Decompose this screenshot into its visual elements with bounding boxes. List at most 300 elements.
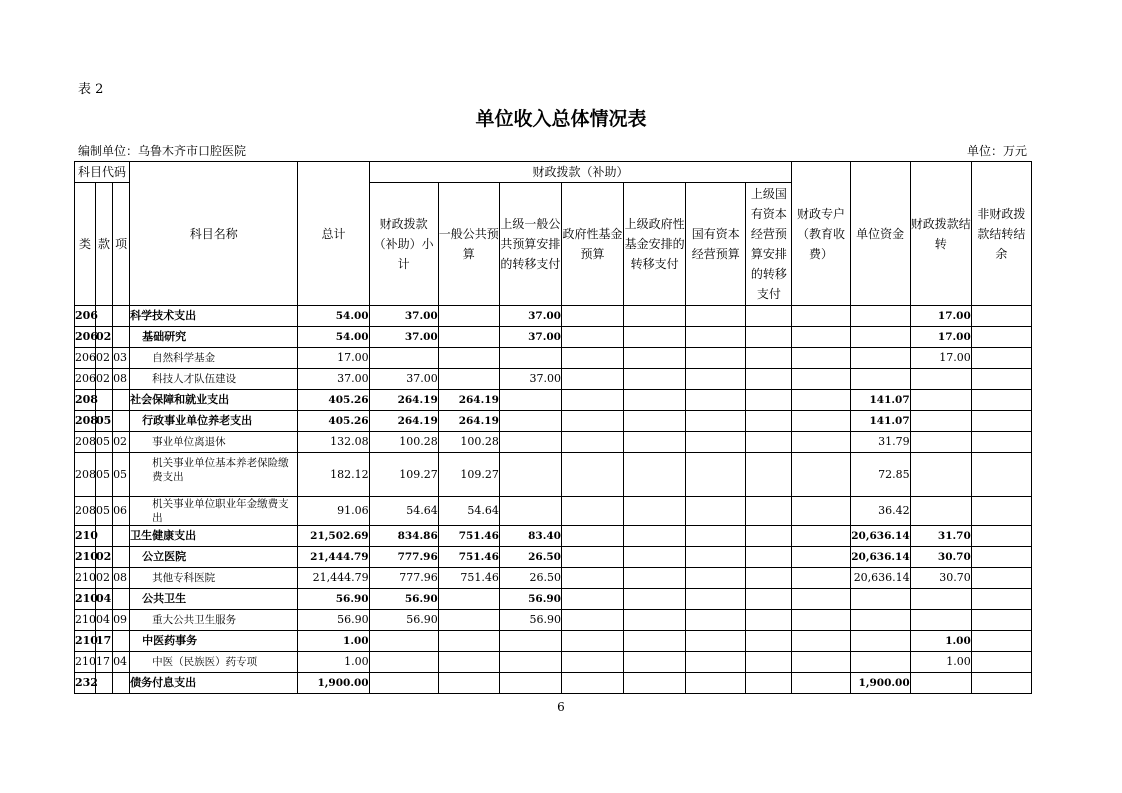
cell-upper-gov-fund [624,589,686,610]
cell-upper-general [499,497,561,526]
cell-xiang [113,390,130,411]
cell-upper-gov-fund [624,369,686,390]
cell-subject-name: 其他专科医院 [130,568,298,589]
cell-xiang [113,631,130,652]
cell-lei: 206 [75,306,96,327]
cell-total: 1.00 [298,652,369,673]
cell-state-capital [686,547,746,568]
cell-upper-gov-fund [624,306,686,327]
cell-lei: 206 [75,348,96,369]
cell-general-public: 751.46 [438,547,499,568]
cell-upper-general: 37.00 [499,306,561,327]
income-summary-table [74,161,1032,694]
cell-fiscal-subtotal: 37.00 [369,327,438,348]
upper-general-header: 上级一般公共预算安排的转移支付 [499,183,561,306]
table-row [75,327,1032,348]
cell-subject-name: 事业单位离退休 [130,432,298,453]
table-row [75,547,1032,568]
cell-xiang: 03 [113,348,130,369]
cell-fiscal-carryover [910,453,971,497]
cell-general-public [438,589,499,610]
cell-kuan [96,306,113,327]
cell-total: 56.90 [298,610,369,631]
cell-total: 54.00 [298,306,369,327]
cell-kuan: 05 [96,453,113,497]
cell-special-account [792,327,850,348]
cell-fiscal-subtotal: 109.27 [369,453,438,497]
cell-nonfiscal-carryover [971,610,1031,631]
cell-total: 91.06 [298,497,369,526]
currency-unit: 单位：万元 [966,144,1027,158]
unit-funds-header: 单位资金 [850,162,910,306]
cell-total: 1,900.00 [298,673,369,694]
cell-fiscal-carryover: 17.00 [910,306,971,327]
cell-special-account [792,432,850,453]
cell-nonfiscal-carryover [971,369,1031,390]
cell-state-capital [686,526,746,547]
cell-upper-state-capital [746,568,792,589]
cell-lei: 232 [75,673,96,694]
cell-special-account [792,453,850,497]
cell-upper-gov-fund [624,432,686,453]
cell-general-public [438,369,499,390]
cell-fiscal-subtotal: 56.90 [369,589,438,610]
cell-subject-name: 机关事业单位基本养老保险缴费支出 [130,453,298,497]
cell-subject-name: 科学技术支出 [130,306,298,327]
cell-upper-state-capital [746,547,792,568]
cell-upper-gov-fund [624,453,686,497]
cell-upper-gov-fund [624,411,686,432]
cell-upper-state-capital [746,610,792,631]
cell-fiscal-carryover: 30.70 [910,547,971,568]
cell-upper-general: 56.90 [499,589,561,610]
cell-total: 21,444.79 [298,568,369,589]
cell-xiang: 08 [113,568,130,589]
cell-upper-state-capital [746,327,792,348]
cell-general-public: 109.27 [438,453,499,497]
cell-fiscal-subtotal: 37.00 [369,369,438,390]
upper-state-capital-header: 上级国有资本经营预算安排的转移支付 [746,183,792,306]
cell-general-public: 264.19 [438,390,499,411]
cell-upper-general: 26.50 [499,547,561,568]
cell-fiscal-carryover: 17.00 [910,348,971,369]
cell-subject-name: 自然科学基金 [130,348,298,369]
cell-general-public: 751.46 [438,568,499,589]
table-row [75,673,1032,694]
cell-gov-fund [562,327,624,348]
cell-upper-general [499,390,561,411]
cell-upper-gov-fund [624,568,686,589]
cell-nonfiscal-carryover [971,327,1031,348]
cell-upper-state-capital [746,306,792,327]
cell-state-capital [686,673,746,694]
cell-upper-gov-fund [624,526,686,547]
cell-upper-general: 37.00 [499,327,561,348]
cell-upper-gov-fund [624,610,686,631]
table-row [75,526,1032,547]
cell-unit-funds: 20,636.14 [850,547,910,568]
cell-nonfiscal-carryover [971,348,1031,369]
cell-upper-state-capital [746,526,792,547]
cell-fiscal-carryover [910,589,971,610]
cell-upper-gov-fund [624,390,686,411]
cell-special-account [792,568,850,589]
cell-subject-name: 卫生健康支出 [130,526,298,547]
cell-fiscal-subtotal [369,348,438,369]
cell-upper-state-capital [746,411,792,432]
cell-kuan: 05 [96,432,113,453]
cell-lei: 210 [75,652,96,673]
cell-upper-gov-fund [624,673,686,694]
cell-total: 21,502.69 [298,526,369,547]
cell-upper-gov-fund [624,652,686,673]
fiscal-group-header: 财政拨款（补助） [369,162,792,183]
cell-kuan: 04 [96,589,113,610]
cell-xiang [113,306,130,327]
table-row [75,652,1032,673]
cell-xiang [113,526,130,547]
cell-special-account [792,348,850,369]
cell-xiang [113,547,130,568]
cell-kuan: 02 [96,369,113,390]
cell-unit-funds [850,327,910,348]
cell-kuan: 17 [96,631,113,652]
cell-total: 405.26 [298,390,369,411]
cell-subject-name: 公共卫生 [130,589,298,610]
cell-nonfiscal-carryover [971,453,1031,497]
cell-xiang [113,327,130,348]
cell-total: 37.00 [298,369,369,390]
cell-state-capital [686,369,746,390]
cell-upper-state-capital [746,453,792,497]
cell-general-public [438,610,499,631]
cell-unit-funds: 141.07 [850,390,910,411]
cell-upper-general [499,673,561,694]
cell-state-capital [686,589,746,610]
cell-upper-state-capital [746,631,792,652]
cell-unit-funds [850,348,910,369]
cell-subject-name: 债务付息支出 [130,673,298,694]
cell-general-public: 264.19 [438,411,499,432]
cell-unit-funds [850,589,910,610]
cell-upper-gov-fund [624,497,686,526]
nonfiscal-carryover-header: 非财政拨款结转结余 [971,162,1031,306]
cell-special-account [792,652,850,673]
cell-upper-general: 26.50 [499,568,561,589]
table-number: 表 2 [78,82,104,97]
cell-state-capital [686,610,746,631]
cell-gov-fund [562,673,624,694]
cell-unit-funds [850,631,910,652]
cell-upper-general [499,652,561,673]
cell-fiscal-subtotal: 777.96 [369,568,438,589]
cell-fiscal-subtotal: 100.28 [369,432,438,453]
cell-general-public [438,306,499,327]
table-row [75,432,1032,453]
cell-gov-fund [562,432,624,453]
cell-kuan: 02 [96,348,113,369]
cell-fiscal-carryover [910,673,971,694]
cell-unit-funds: 20,636.14 [850,568,910,589]
cell-state-capital [686,568,746,589]
cell-gov-fund [562,631,624,652]
cell-gov-fund [562,306,624,327]
page-number: 6 [557,700,565,714]
cell-fiscal-subtotal: 54.64 [369,497,438,526]
cell-lei: 206 [75,369,96,390]
cell-unit-funds [850,610,910,631]
cell-xiang: 06 [113,497,130,526]
cell-nonfiscal-carryover [971,631,1031,652]
cell-kuan: 02 [96,547,113,568]
cell-total: 54.00 [298,327,369,348]
cell-total: 21,444.79 [298,547,369,568]
cell-fiscal-subtotal [369,631,438,652]
cell-total: 1.00 [298,631,369,652]
cell-special-account [792,589,850,610]
cell-gov-fund [562,547,624,568]
cell-fiscal-carryover: 31.70 [910,526,971,547]
upper-gov-fund-header: 上级政府性基金安排的转移支付 [624,183,686,306]
cell-fiscal-carryover [910,610,971,631]
cell-xiang: 02 [113,432,130,453]
cell-gov-fund [562,526,624,547]
cell-nonfiscal-carryover [971,568,1031,589]
cell-general-public [438,652,499,673]
table-row [75,589,1032,610]
cell-special-account [792,547,850,568]
cell-general-public: 54.64 [438,497,499,526]
cell-upper-general: 56.90 [499,610,561,631]
cell-upper-gov-fund [624,327,686,348]
cell-state-capital [686,432,746,453]
cell-fiscal-subtotal: 834.86 [369,526,438,547]
cell-unit-funds [850,306,910,327]
cell-upper-gov-fund [624,631,686,652]
cell-unit-funds: 1,900.00 [850,673,910,694]
cell-fiscal-carryover [910,390,971,411]
table-row [75,390,1032,411]
cell-state-capital [686,306,746,327]
cell-unit-funds: 31.79 [850,432,910,453]
cell-fiscal-subtotal: 264.19 [369,390,438,411]
cell-special-account [792,306,850,327]
cell-fiscal-carryover [910,497,971,526]
cell-nonfiscal-carryover [971,432,1031,453]
table-row [75,453,1032,497]
cell-upper-state-capital [746,673,792,694]
cell-gov-fund [562,497,624,526]
cell-nonfiscal-carryover [971,497,1031,526]
cell-subject-name: 行政事业单位养老支出 [130,411,298,432]
cell-nonfiscal-carryover [971,306,1031,327]
general-public-header: 一般公共预算 [438,183,499,306]
cell-upper-general: 83.40 [499,526,561,547]
cell-fiscal-subtotal: 777.96 [369,547,438,568]
cell-fiscal-carryover: 17.00 [910,327,971,348]
cell-nonfiscal-carryover [971,411,1031,432]
cell-nonfiscal-carryover [971,547,1031,568]
cell-fiscal-carryover: 30.70 [910,568,971,589]
cell-lei: 208 [75,411,96,432]
cell-upper-general [499,348,561,369]
cell-kuan: 17 [96,652,113,673]
cell-lei: 210 [75,631,96,652]
compiling-unit: 编制单位：乌鲁木齐市口腔医院 [78,144,247,158]
cell-kuan [96,390,113,411]
table-row [75,568,1032,589]
cell-upper-gov-fund [624,348,686,369]
cell-xiang: 08 [113,369,130,390]
cell-kuan [96,526,113,547]
cell-special-account [792,610,850,631]
cell-lei: 208 [75,497,96,526]
cell-upper-state-capital [746,369,792,390]
cell-upper-state-capital [746,652,792,673]
cell-unit-funds [850,652,910,673]
cell-general-public [438,673,499,694]
total-header: 总计 [298,162,369,306]
xiang-header: 项 [113,183,130,306]
cell-nonfiscal-carryover [971,589,1031,610]
cell-gov-fund [562,390,624,411]
cell-state-capital [686,390,746,411]
cell-upper-state-capital [746,390,792,411]
cell-upper-state-capital [746,432,792,453]
cell-xiang: 04 [113,652,130,673]
cell-lei: 208 [75,453,96,497]
cell-lei: 208 [75,390,96,411]
cell-total: 182.12 [298,453,369,497]
cell-upper-general: 37.00 [499,369,561,390]
cell-upper-state-capital [746,589,792,610]
table-row [75,306,1032,327]
cell-fiscal-subtotal [369,652,438,673]
lei-header: 类 [75,183,96,306]
fiscal-carryover-header: 财政拨款结转 [910,162,971,306]
cell-fiscal-carryover: 1.00 [910,652,971,673]
cell-nonfiscal-carryover [971,526,1031,547]
cell-upper-general [499,411,561,432]
cell-subject-name: 基础研究 [130,327,298,348]
cell-fiscal-subtotal: 37.00 [369,306,438,327]
cell-general-public: 751.46 [438,526,499,547]
cell-unit-funds: 72.85 [850,453,910,497]
cell-unit-funds: 36.42 [850,497,910,526]
cell-unit-funds [850,369,910,390]
table-row [75,369,1032,390]
table-row [75,631,1032,652]
cell-gov-fund [562,453,624,497]
cell-nonfiscal-carryover [971,390,1031,411]
subject-name-header: 科目名称 [130,162,298,306]
cell-nonfiscal-carryover [971,652,1031,673]
cell-subject-name: 社会保障和就业支出 [130,390,298,411]
cell-upper-gov-fund [624,547,686,568]
cell-special-account [792,526,850,547]
cell-fiscal-carryover [910,432,971,453]
cell-general-public: 100.28 [438,432,499,453]
cell-xiang [113,673,130,694]
cell-subject-name: 中医（民族医）药专项 [130,652,298,673]
cell-special-account [792,390,850,411]
cell-xiang: 05 [113,453,130,497]
cell-gov-fund [562,589,624,610]
cell-total: 405.26 [298,411,369,432]
cell-gov-fund [562,411,624,432]
cell-xiang: 09 [113,610,130,631]
cell-subject-name: 公立医院 [130,547,298,568]
cell-xiang [113,411,130,432]
cell-fiscal-subtotal: 264.19 [369,411,438,432]
cell-special-account [792,631,850,652]
cell-special-account [792,673,850,694]
cell-state-capital [686,453,746,497]
cell-upper-general [499,453,561,497]
cell-general-public [438,631,499,652]
cell-lei: 210 [75,568,96,589]
cell-special-account [792,369,850,390]
gov-fund-header: 政府性基金预算 [562,183,624,306]
cell-state-capital [686,497,746,526]
cell-upper-state-capital [746,497,792,526]
cell-special-account [792,411,850,432]
cell-gov-fund [562,568,624,589]
cell-unit-funds: 141.07 [850,411,910,432]
cell-lei: 208 [75,432,96,453]
kuan-header: 款 [96,183,113,306]
cell-lei: 206 [75,327,96,348]
cell-state-capital [686,652,746,673]
cell-total: 56.90 [298,589,369,610]
cell-gov-fund [562,652,624,673]
cell-kuan: 02 [96,568,113,589]
cell-nonfiscal-carryover [971,673,1031,694]
cell-total: 132.08 [298,432,369,453]
cell-kuan [96,673,113,694]
code-group-header: 科目代码 [75,162,130,183]
cell-subject-name: 中医药事务 [130,631,298,652]
cell-lei: 210 [75,589,96,610]
state-capital-header: 国有资本经营预算 [686,183,746,306]
cell-fiscal-carryover [910,369,971,390]
cell-general-public [438,348,499,369]
cell-kuan: 05 [96,411,113,432]
cell-fiscal-carryover [910,411,971,432]
cell-upper-state-capital [746,348,792,369]
cell-general-public [438,327,499,348]
cell-state-capital [686,631,746,652]
table-row [75,348,1032,369]
cell-state-capital [686,348,746,369]
cell-subject-name: 科技人才队伍建设 [130,369,298,390]
cell-fiscal-subtotal: 56.90 [369,610,438,631]
special-account-header: 财政专户（教育收费） [792,162,850,306]
cell-lei: 210 [75,610,96,631]
table-row [75,411,1032,432]
cell-special-account [792,497,850,526]
fiscal-subtotal-header: 财政拨款（补助）小计 [369,183,438,306]
cell-lei: 210 [75,547,96,568]
page-title: 单位收入总体情况表 [475,108,647,130]
cell-state-capital [686,327,746,348]
cell-fiscal-carryover: 1.00 [910,631,971,652]
cell-unit-funds: 20,636.14 [850,526,910,547]
cell-xiang [113,589,130,610]
cell-gov-fund [562,610,624,631]
table-row [75,610,1032,631]
cell-gov-fund [562,369,624,390]
